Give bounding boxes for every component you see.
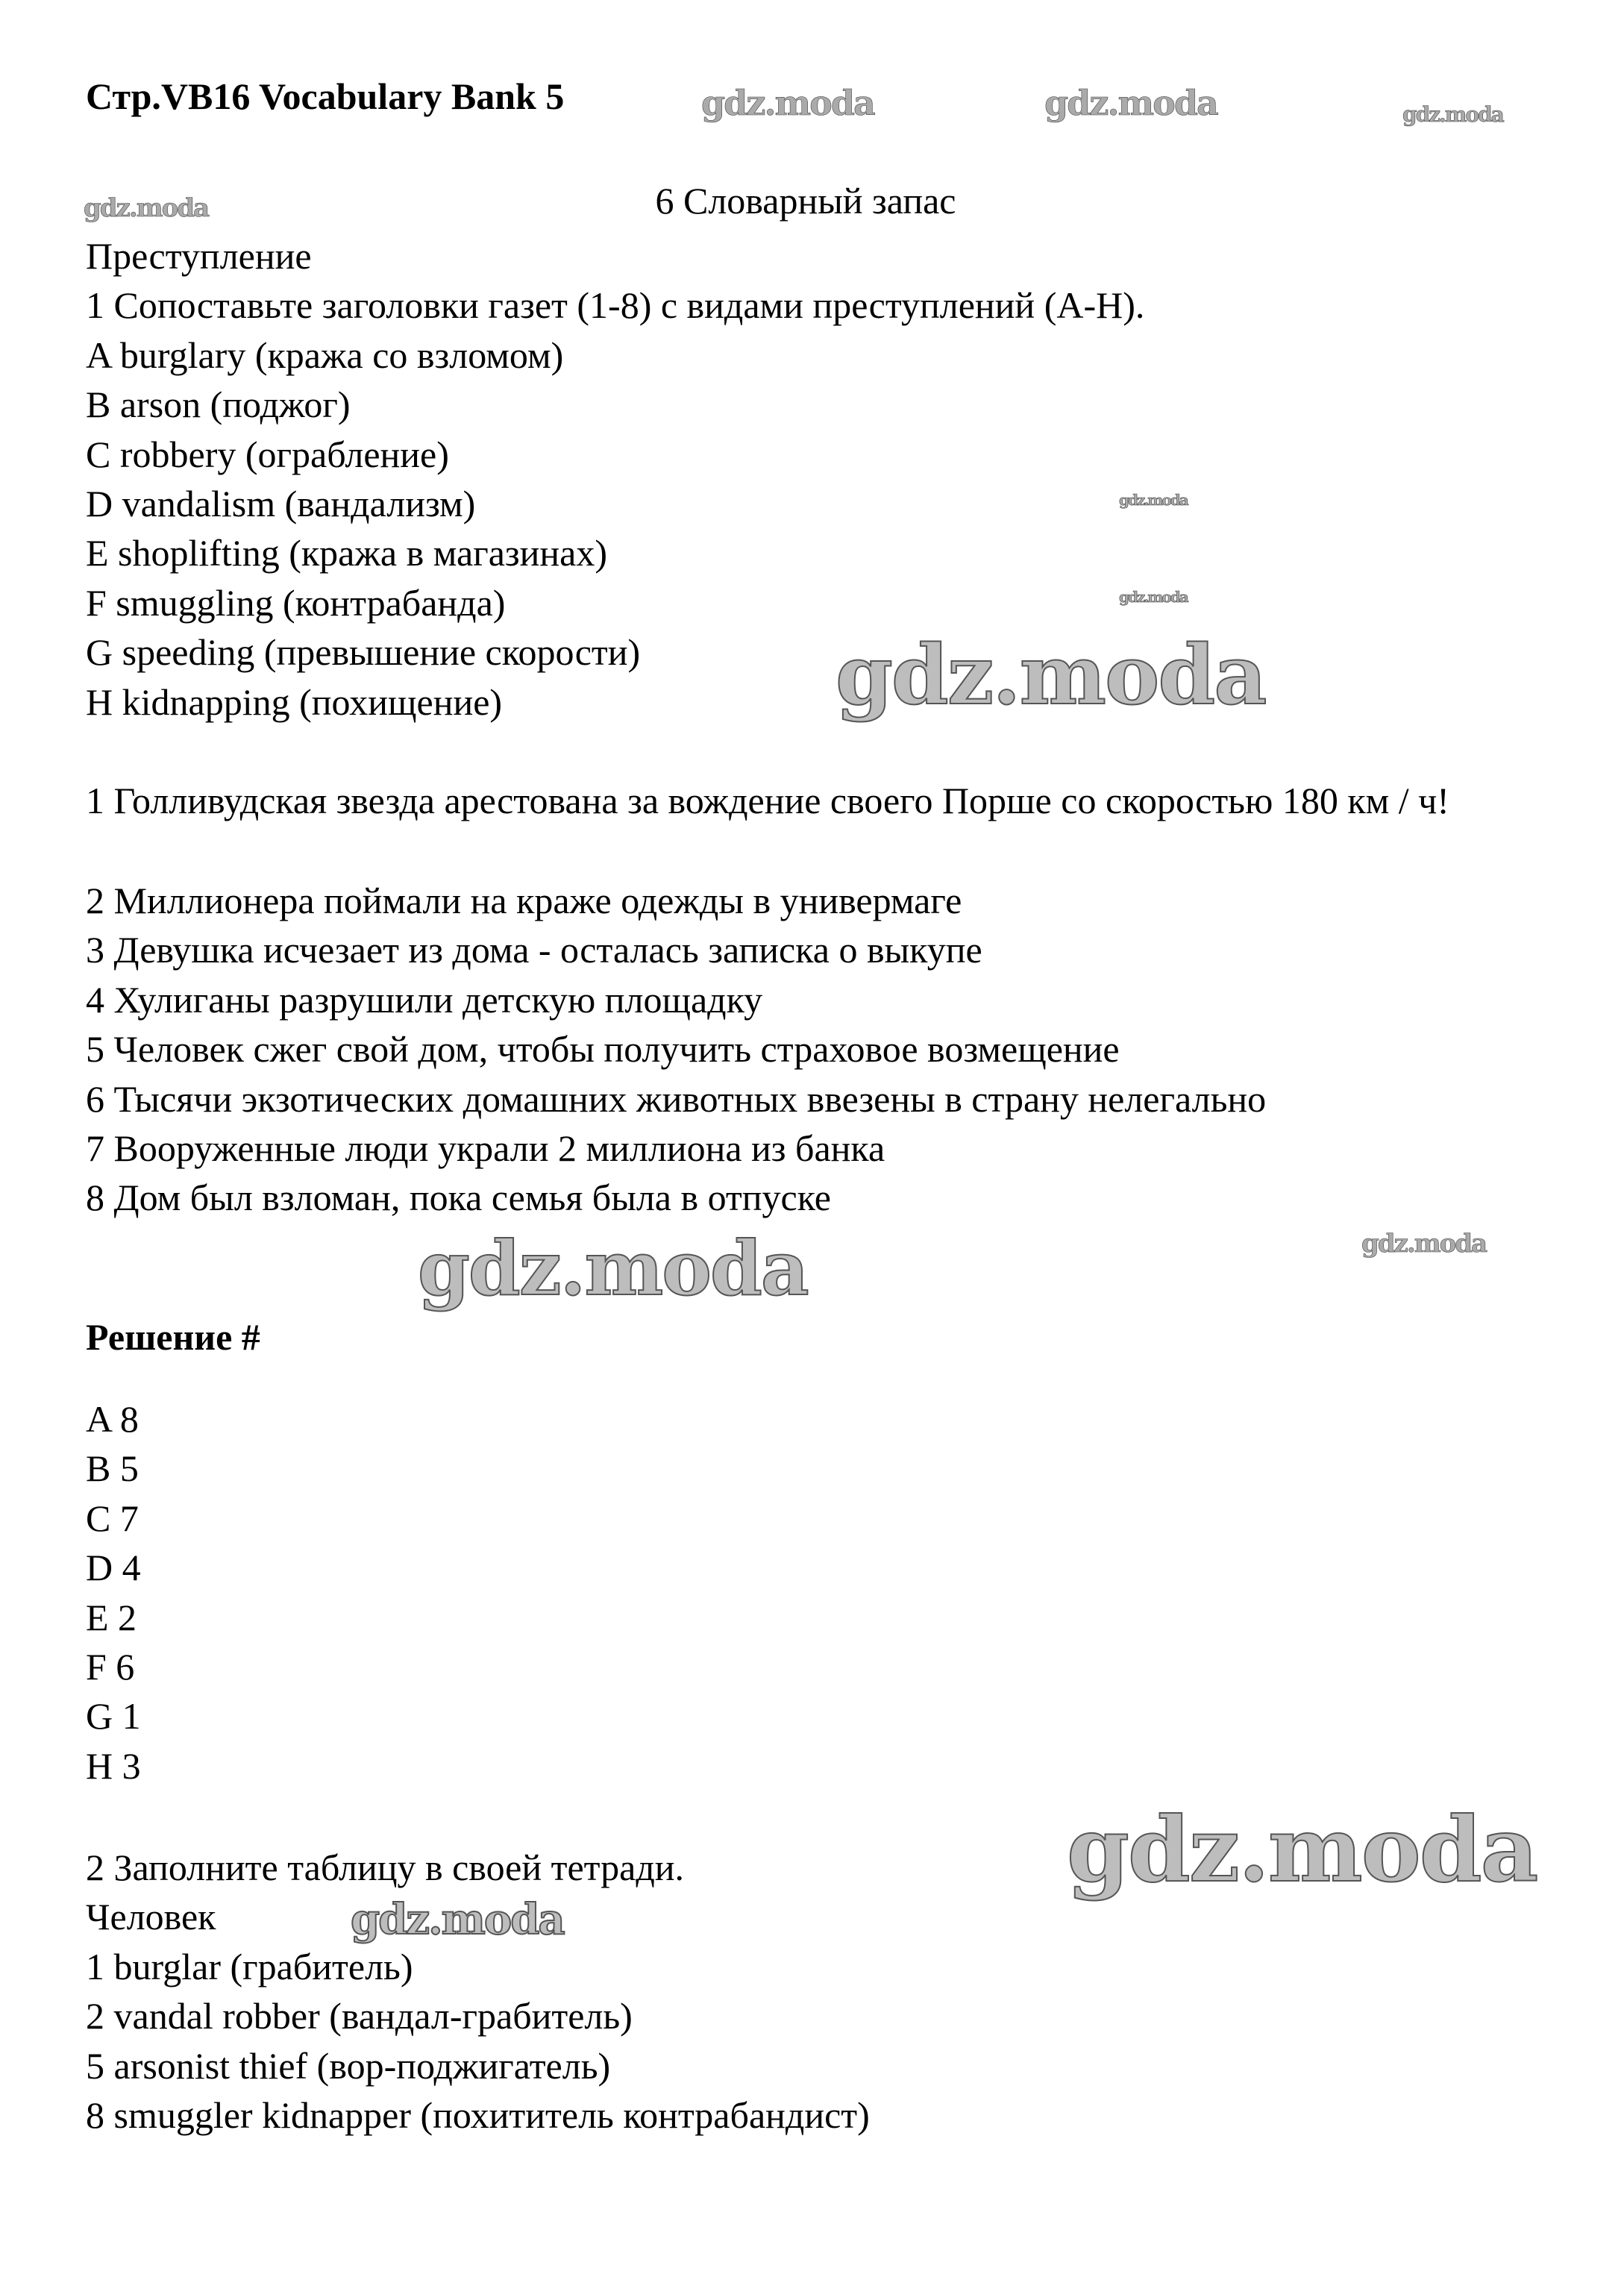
headline-1: 1 Голливудская звезда арестована за вождение своего Порше со скоростью 180 км / ч! [86,780,1449,821]
topic-heading: Преступление [86,235,312,277]
answers-list [86,1394,141,1791]
person-item: 2 vandal robber (вандал-грабитель) [86,1995,633,2037]
headline-item: 3 Девушка исчезает из дома - осталась записка о выкупе [86,929,982,971]
watermark-logo: gdz.moda [1361,1229,1487,1259]
crime-item: E shoplifting (кража в магазинах) [86,532,607,574]
watermark-logo: gdz.moda [351,1895,564,1944]
headline-item: 2 Миллионера поймали на краже одежды в универмаге [86,880,962,921]
solution-heading: Решение # [86,1316,260,1358]
table-column-label: Человек [86,1896,216,1938]
headline-item: 8 Дом был взломан, пока семья была в отпуске [86,1177,831,1219]
watermark-logo: gdz.moda [701,83,874,123]
watermark-logo: gdz.moda [1119,491,1188,509]
section-title: 6 Словарный запас [655,180,956,222]
watermark-logo: gdz.moda [835,627,1266,723]
person-item: 8 smuggler kidnapper (похититель контрабандист) [86,2094,870,2137]
crime-item: H kidnapping (похищение) [86,680,503,723]
watermark-logo: gdz.moda [1402,102,1503,127]
watermark-logo: gdz.moda [1119,588,1188,606]
watermark-logo: gdz.moda [418,1224,808,1312]
answer-item: C 7 [86,1497,139,1539]
crime-item: D vandalism (вандализм) [86,483,476,525]
headline-item: 5 Человек сжег свой дом, чтобы получить страховое возмещение [86,1028,1120,1071]
crime-item: G speeding (превышение скорости) [86,631,641,674]
headline-item: 4 Хулиганы разрушили детскую площадку [86,978,763,1021]
crime-item: A burglary (кража со взломом) [86,333,564,376]
page-title: Стр.VB16 Vocabulary Bank 5 [86,75,565,117]
task1-instruction: 1 Сопоставьте заголовки газет (1-8) с видами преступлений (A-H). [86,284,1145,327]
person-item: 5 arsonist thief (вор-поджигатель) [86,2044,611,2087]
answer-item: G 1 [86,1695,141,1738]
headline-item: 6 Тысячи экзотических домашних животных ввезены в страну нелегально [86,1077,1267,1120]
answer-item: B 5 [86,1447,139,1490]
headlines-list [86,876,1266,1223]
crime-item: F smuggling (контрабанда) [86,581,506,624]
answer-item: D 4 [86,1547,141,1589]
answer-item: F 6 [86,1646,135,1688]
answer-item: A 8 [86,1398,139,1440]
crime-item: C robbery (ограбление) [86,433,449,475]
watermark-logo: gdz.moda [84,193,209,223]
task2-instruction: 2 Заполните таблицу в своей тетради. [86,1846,685,1888]
task2-block [86,1843,870,2140]
crime-item: B arson (поджог) [86,383,351,426]
person-item: 1 burglar (грабитель) [86,1945,413,1987]
answer-item: H 3 [86,1744,141,1787]
watermark-logo: gdz.moda [1067,1797,1537,1902]
headline-item: 7 Вооруженные люди украли 2 миллиона из банка [86,1127,885,1170]
watermark-logo: gdz.moda [1044,83,1217,123]
answer-item: E 2 [86,1596,137,1638]
